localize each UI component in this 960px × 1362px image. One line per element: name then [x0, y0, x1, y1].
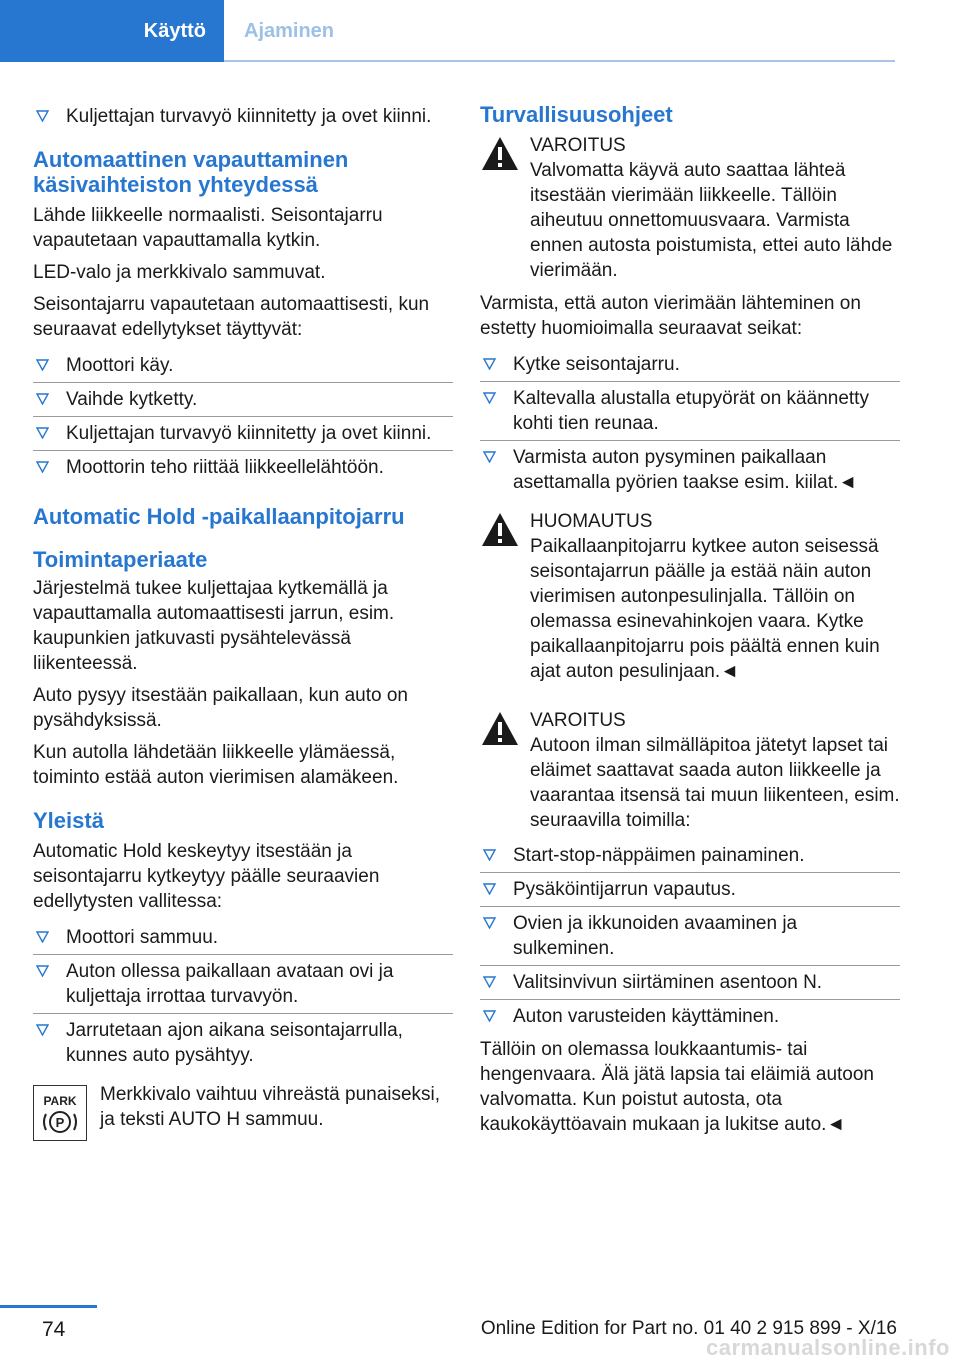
triangle-bullet-icon [36, 393, 49, 405]
left-column [33, 100, 453, 1142]
list-item [33, 451, 453, 484]
warning-title: VAROITUS [530, 135, 626, 156]
triangle-bullet-icon [483, 451, 496, 463]
list-item [480, 966, 900, 1000]
notice-text: Paikallaanpitojarru kytkee auton seisessä seisontajarrun päälle ja estää näin auton vierimisen autonpesulinjalla. Tällöin on olemassa esinevahinkojen vaara. Kytke paikallaanpitojarru pois päältä ennen kuin ajat auton pesulinjaan.◄ [530, 536, 880, 682]
paragraph: Automatic Hold keskeytyy itsestään ja seisontajarru kytkeytyy päälle seuraavien edellytysten vallitessa: [33, 841, 380, 912]
list-item-text: Varmista auton pysyminen paikallaan asettamalla pyörien taakse esim. kiilat.◄ [513, 447, 858, 493]
list-item [480, 441, 900, 499]
paragraph: Kun autolla lähdetään liikkeelle ylämäessä, toiminto estää auton vierimisen alamäkeen. [33, 742, 399, 788]
paragraph: Auto pysyy itsestään paikallaan, kun auto on pysähdyksissä. [33, 685, 408, 731]
list-item-text: Pysäköintijarrun vapautus. [513, 879, 736, 900]
park-indicator-note [33, 1082, 453, 1142]
list-item [33, 417, 453, 451]
heading-general: Yleistä [33, 808, 104, 833]
list-item [480, 1000, 900, 1033]
list-item-text: Ovien ja ikkunoiden avaaminen ja sulkeminen. [513, 913, 798, 959]
conditions-list [33, 349, 453, 484]
tab-ajaminen[interactable]: Ajaminen [244, 19, 335, 42]
list-item [480, 382, 900, 441]
list-item [33, 100, 453, 133]
general-list [33, 921, 453, 1072]
list-item [480, 907, 900, 966]
list-item-text: Kuljettajan turvavyö kiinnitetty ja ovet kiinni. [66, 106, 432, 127]
list-item-text: Kytke seisontajarru. [513, 354, 680, 375]
triangle-bullet-icon [36, 461, 49, 473]
notice-block [480, 509, 900, 684]
paragraph: Järjestelmä tukee kuljettajaa kytkemällä ja vapauttamalla automaattisesti jarrun, esim. kaupunkien jatkuvasti pysähtelevässä liikenteessä. [33, 578, 395, 674]
safety-list [480, 348, 900, 499]
heading-principle: Toimintaperiaate [33, 547, 208, 572]
triangle-bullet-icon [483, 976, 496, 988]
triangle-bullet-icon [36, 1024, 49, 1036]
list-item [33, 1014, 453, 1072]
edition-text: Online Edition for Part no. 01 40 2 915 899 - X/16 [480, 1318, 897, 1339]
park-brake-icon [33, 1085, 87, 1141]
list-item [480, 839, 900, 873]
actions-list [480, 839, 900, 1033]
list-item [480, 348, 900, 382]
warning-triangle-icon [480, 135, 520, 173]
heading-auto-release: Automaattinen vapauttaminen käsivaihteiston yhteydessä [33, 147, 349, 197]
triangle-bullet-icon [36, 427, 49, 439]
list-item [33, 383, 453, 417]
watermark: carmanualsonline.info [706, 1335, 950, 1360]
list-item [33, 349, 453, 383]
warning-triangle-icon [480, 511, 520, 549]
page-number: 74 [42, 1318, 66, 1341]
tab-kaytto[interactable]: Käyttö [0, 0, 224, 62]
list-item-text: Moottori sammuu. [66, 927, 219, 948]
warning-text: Autoon ilman silmälläpitoa jätetyt lapset tai eläimet saattavat saada auton liikkeelle ja vaarantaa itsensä tai muun liikenteen, esim. seuraavilla toimilla: [530, 735, 900, 831]
triangle-bullet-icon [483, 917, 496, 929]
triangle-bullet-icon [36, 931, 49, 943]
list-item-text: Jarrutetaan ajon aikana seisontajarrulla, kunnes auto pysähtyy. [66, 1020, 403, 1066]
list-item [480, 873, 900, 907]
footer-accent-line [0, 1305, 97, 1308]
list-item-text: Kuljettajan turvavyö kiinnitetty ja ovet kiinni. [66, 423, 432, 444]
triangle-bullet-icon [483, 1010, 496, 1022]
park-note-text: Merkkivalo vaihtuu vihreästä punaiseksi, ja teksti AUTO H sammuu. [100, 1084, 441, 1130]
list-item-text: Moottorin teho riittää liikkeellelähtöön. [66, 457, 384, 478]
right-column [480, 100, 900, 1144]
park-icon-label: PARK [43, 1094, 77, 1108]
triangle-bullet-icon [36, 359, 49, 371]
triangle-bullet-icon [483, 392, 496, 404]
triangle-bullet-icon [483, 358, 496, 370]
paragraph: Tällöin on olemassa loukkaantumis- tai hengenvaara. Älä jätä lapsia tai eläimiä autoon valvomatta. Kun poistut autosta, ota kaukokäyttöavain mukaan ja lukitse auto.◄ [480, 1039, 874, 1135]
paragraph: Varmista, että auton vierimään lähteminen on estetty huomioimalla seuraavat seikat: [480, 293, 861, 339]
list-item-text: Auton varusteiden käyttäminen. [513, 1006, 780, 1027]
svg-text:P: P [55, 1115, 65, 1130]
triangle-bullet-icon [36, 965, 49, 977]
list-item [33, 921, 453, 955]
list-item-text: Vaihde kytketty. [66, 389, 198, 410]
list-item [33, 955, 453, 1014]
notice-title: HUOMAUTUS [530, 511, 653, 532]
paragraph: LED-valo ja merkkivalo sammuvat. [33, 262, 326, 283]
page-header [0, 0, 895, 62]
list-item-text: Start-stop-näppäimen painaminen. [513, 845, 805, 866]
paragraph: Lähde liikkeelle normaalisti. Seisontajarru vapautetaan vapauttamalla kytkin. [33, 205, 383, 251]
warning-triangle-icon [480, 710, 520, 748]
heading-automatic-hold: Automatic Hold -paikallaanpitojarru [33, 504, 405, 529]
paragraph: Seisontajarru vapautetaan automaattisesti, kun seuraavat edellytykset täyttyvät: [33, 294, 430, 340]
top-list [33, 100, 453, 133]
list-item-text: Kaltevalla alustalla etupyörät on käännetty kohti tien reunaa. [513, 388, 869, 434]
heading-safety: Turvallisuusohjeet [480, 102, 673, 127]
list-item-text: Moottori käy. [66, 355, 174, 376]
warning-title: VAROITUS [530, 710, 626, 731]
triangle-bullet-icon [483, 883, 496, 895]
warning-block-2 [480, 708, 900, 833]
list-item-text: Auton ollessa paikallaan avataan ovi ja kuljettaja irrottaa turvavyön. [66, 961, 394, 1007]
warning-block [480, 133, 900, 283]
warning-text-start: Valvomatta käyvä auto saattaa lähteä itsestään vierimään liikkeelle. Tällöin aiheutuu onnettomuusvaara. Varmista ennen autosta poistumista, ettei auto lähde vierimään. [530, 160, 893, 281]
triangle-bullet-icon [483, 849, 496, 861]
triangle-bullet-icon [36, 110, 49, 122]
list-item-text: Valitsinvivun siirtäminen asentoon N. [513, 972, 823, 993]
